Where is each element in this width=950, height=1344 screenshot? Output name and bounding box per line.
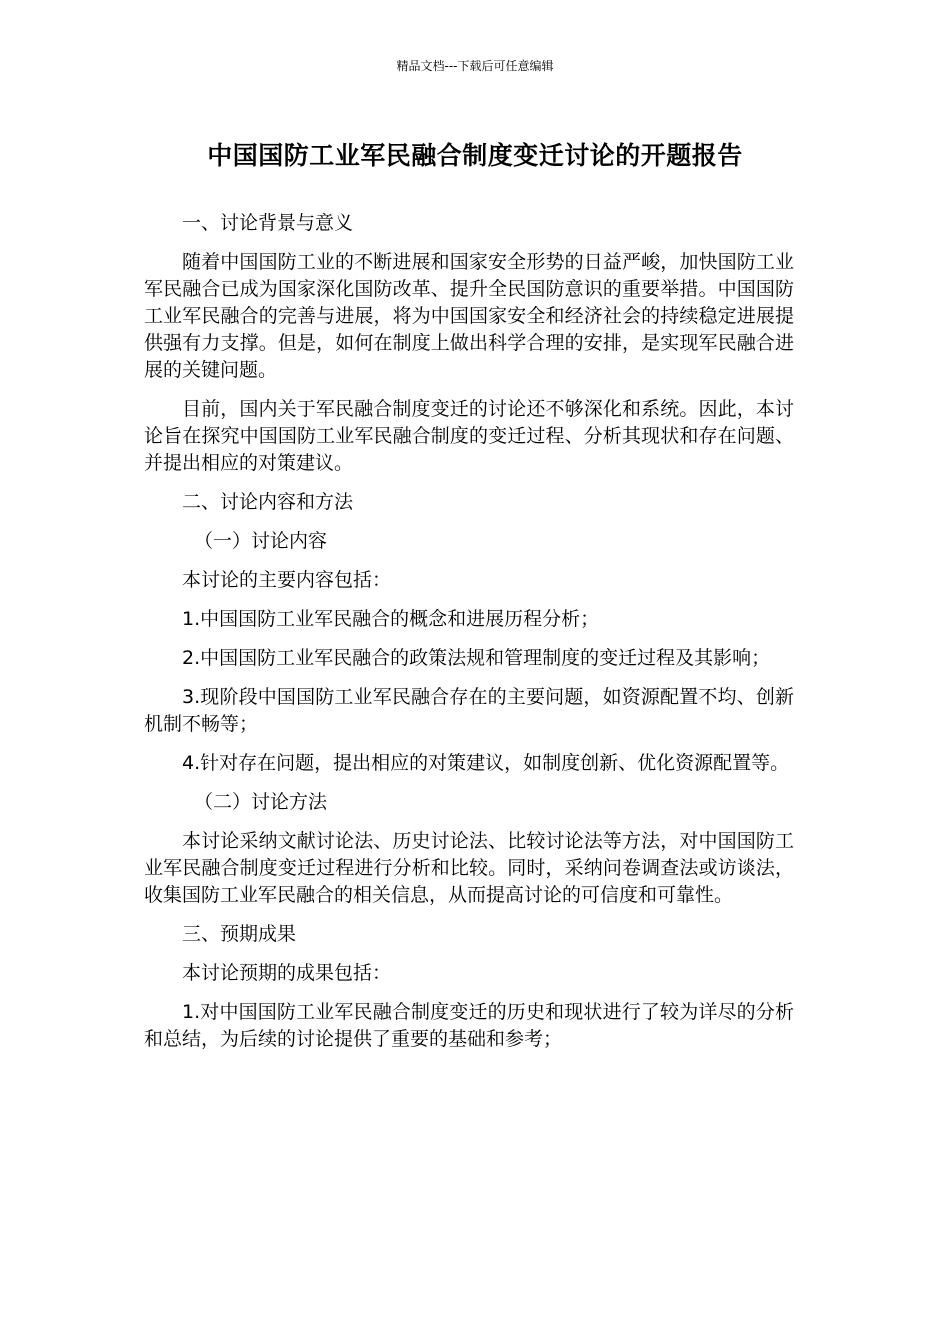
list-item-content-1: 1.中国国防工业军民融合的概念和进展历程分析； <box>182 608 600 630</box>
paragraph-content-intro: 本讨论的主要内容包括： <box>182 569 392 591</box>
header-note: 精品文档---下载后可任意编辑 <box>396 59 554 73</box>
section-heading-background: 一、讨论背景与意义 <box>182 212 354 234</box>
list-item-content-2: 2.中国国防工业军民融合的政策法规和管理制度的变迁过程及其影响； <box>182 647 771 669</box>
paragraph-background-1: 随着中国国防工业的不断进展和国家安全形势的日益严峻，加快国防工业军民融合已成为国家深化国防改革、提升全民国防意识的重要举措。中国国防工业军民融合的完善与进展，将为中国国家安全和经济社会的持续稳定进展提供强有力支撑。但是，如何在制度上做出科学合理的安排，是实现军民融合进展的关键问题。 <box>144 251 794 381</box>
list-item-content-4: 4.针对存在问题，提出相应的对策建议，如制度创新、优化资源配置等。 <box>182 752 790 774</box>
section-heading-expected-results: 三、预期成果 <box>182 923 297 945</box>
paragraph-background-2: 目前，国内关于军民融合制度变迁的讨论还不够深化和系统。因此，本讨论旨在探究中国国防工业军民融合制度的变迁过程、分析其现状和存在问题、并提出相应的对策建议。 <box>144 398 794 474</box>
paragraph-methods: 本讨论采纳文献讨论法、历史讨论法、比较讨论法等方法，对中国国防工业军民融合制度变迁过程进行分析和比较。同时，采纳问卷调查法或访谈法，收集国防工业军民融合的相关信息，从而提高讨论的可信度和可靠性。 <box>144 830 794 906</box>
subheading-methods: （二）讨论方法 <box>194 791 328 813</box>
subheading-content: （一）讨论内容 <box>194 530 328 552</box>
document-title: 中国国防工业军民融合制度变迁讨论的开题报告 <box>207 141 743 170</box>
paragraph-results-intro: 本讨论预期的成果包括： <box>182 962 392 984</box>
list-item-results-1: 1.对中国国防工业军民融合制度变迁的历史和现状进行了较为详尽的分析和总结，为后续的讨论提供了重要的基础和参考； <box>144 1001 794 1050</box>
section-heading-content-methods: 二、讨论内容和方法 <box>182 491 354 513</box>
list-item-content-3: 3.现阶段中国国防工业军民融合存在的主要问题，如资源配置不均、创新机制不畅等； <box>144 686 794 735</box>
document-body <box>144 210 794 1065</box>
